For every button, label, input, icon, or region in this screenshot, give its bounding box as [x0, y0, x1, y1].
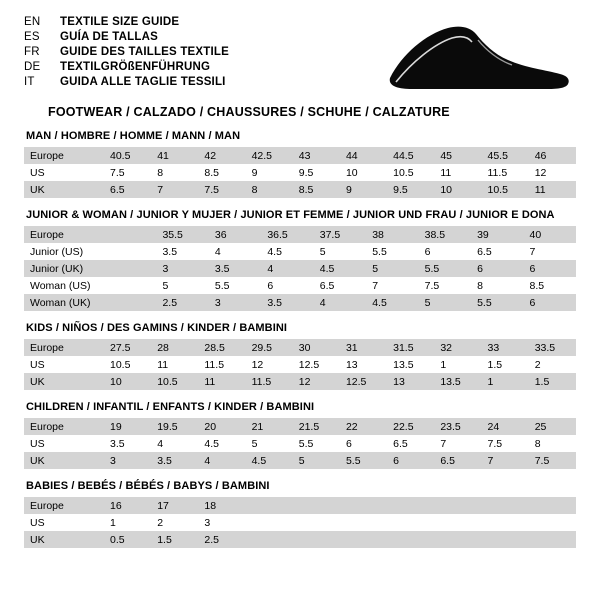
header: [0, 0, 600, 119]
size-block-title: MAN / HOMBRE / HOMME / MANN / MAN: [26, 130, 241, 142]
table-row: [24, 531, 576, 548]
size-cell: 1: [434, 356, 481, 373]
size-cell: 8: [246, 181, 293, 198]
size-cell: 2: [151, 514, 198, 531]
size-block-title: BABIES / BEBÉS / BÉBÉS / BABYS / BAMBINI: [26, 480, 270, 492]
size-cell: 1.5: [529, 373, 576, 390]
size-cell: 3.5: [156, 243, 208, 260]
size-cell: 7: [482, 452, 529, 469]
size-cell: 37.5: [314, 226, 366, 243]
size-block: [24, 390, 576, 469]
size-cell: 10: [434, 181, 481, 198]
row-label: Europe: [24, 226, 104, 243]
row-label: US: [24, 435, 104, 452]
size-cell: 44: [340, 147, 387, 164]
size-cell: 28.5: [198, 339, 245, 356]
size-cell: 44.5: [387, 147, 434, 164]
size-cell: 3: [156, 260, 208, 277]
size-cell: [104, 294, 156, 311]
size-cell: 3.5: [151, 452, 198, 469]
size-cell: 10: [340, 164, 387, 181]
table-row: [24, 260, 576, 277]
size-cell: [529, 497, 576, 514]
size-cell: 6: [524, 294, 577, 311]
size-cell: 2: [529, 356, 576, 373]
size-cell: 13.5: [434, 373, 481, 390]
size-cell: 11: [529, 181, 576, 198]
size-cell: 18: [198, 497, 245, 514]
size-cell: 3: [104, 452, 151, 469]
size-cell: 5: [156, 277, 208, 294]
language-row: [24, 74, 229, 89]
row-label: UK: [24, 531, 104, 548]
size-cell: 0.5: [104, 531, 151, 548]
language-code: IT: [24, 75, 35, 88]
size-cell: 4: [261, 260, 313, 277]
language-row: [24, 14, 229, 29]
size-cell: 42: [198, 147, 245, 164]
size-cell: 7.5: [419, 277, 471, 294]
size-cell: [246, 531, 293, 548]
size-cell: 9: [340, 181, 387, 198]
size-cell: [104, 226, 156, 243]
size-table: [24, 418, 576, 469]
size-cell: 3.5: [104, 435, 151, 452]
size-cell: 11: [198, 373, 245, 390]
size-cell: 6: [387, 452, 434, 469]
size-cell: 12: [293, 373, 340, 390]
size-cell: 13.5: [387, 356, 434, 373]
size-cell: 28: [151, 339, 198, 356]
language-title: GUIDE DES TAILLES TEXTILE: [60, 45, 229, 58]
size-cell: [434, 514, 481, 531]
size-block-title: JUNIOR & WOMAN / JUNIOR Y MUJER / JUNIOR ET FEMME / JUNIOR UND FRAU / JUNIOR E DONA: [26, 209, 555, 221]
table-row: [24, 373, 576, 390]
size-cell: 27.5: [104, 339, 151, 356]
language-code: ES: [24, 30, 40, 43]
row-label: UK: [24, 181, 104, 198]
row-label: Europe: [24, 339, 104, 356]
size-cell: 7: [434, 435, 481, 452]
size-cell: 45.5: [482, 147, 529, 164]
size-block: [24, 469, 576, 548]
size-cell: 39: [471, 226, 523, 243]
size-cell: 4: [198, 452, 245, 469]
size-cell: 45: [434, 147, 481, 164]
size-cell: 11: [434, 164, 481, 181]
size-cell: 10.5: [151, 373, 198, 390]
size-block: [24, 119, 576, 198]
size-cell: 4: [209, 243, 261, 260]
size-cell: 5.5: [419, 260, 471, 277]
language-row: [24, 44, 229, 59]
size-cell: 30: [293, 339, 340, 356]
size-cell: 42.5: [246, 147, 293, 164]
language-title: GUÍA DE TALLAS: [60, 30, 158, 43]
size-cell: [293, 514, 340, 531]
table-row: [24, 243, 576, 260]
size-cell: [104, 243, 156, 260]
size-cell: 20: [198, 418, 245, 435]
size-cell: 33.5: [529, 339, 576, 356]
table-row: [24, 356, 576, 373]
size-table: [24, 226, 576, 311]
category-title: FOOTWEAR / CALZADO / CHAUSSURES / SCHUHE / CALZATURE: [48, 105, 450, 119]
size-cell: [482, 531, 529, 548]
size-cell: 6.5: [471, 243, 523, 260]
size-cell: 29.5: [246, 339, 293, 356]
size-cell: 4: [151, 435, 198, 452]
size-cell: 22.5: [387, 418, 434, 435]
size-cell: 4.5: [198, 435, 245, 452]
size-cell: 8: [529, 435, 576, 452]
language-row: [24, 29, 229, 44]
row-label: Woman (US): [24, 277, 104, 294]
size-cell: 13: [387, 373, 434, 390]
table-row: [24, 277, 576, 294]
language-title-list: [24, 14, 229, 89]
size-cell: 6.5: [434, 452, 481, 469]
size-cell: 6: [419, 243, 471, 260]
size-cell: [246, 497, 293, 514]
row-label: Junior (US): [24, 243, 104, 260]
size-cell: 13: [340, 356, 387, 373]
size-cell: 36.5: [261, 226, 313, 243]
size-cell: 6: [471, 260, 523, 277]
size-cell: 38: [366, 226, 418, 243]
size-cell: 38.5: [419, 226, 471, 243]
size-cell: 7.5: [482, 435, 529, 452]
size-cell: 7: [524, 243, 577, 260]
language-code: FR: [24, 45, 40, 58]
size-cell: 8: [151, 164, 198, 181]
size-cell: [104, 260, 156, 277]
size-cell: 5.5: [366, 243, 418, 260]
size-cell: 23.5: [434, 418, 481, 435]
size-table: [24, 497, 576, 548]
row-label: UK: [24, 452, 104, 469]
size-tables-container: [0, 119, 600, 548]
size-cell: 10.5: [482, 181, 529, 198]
size-cell: 33: [482, 339, 529, 356]
size-cell: 16: [104, 497, 151, 514]
size-cell: 5.5: [293, 435, 340, 452]
size-cell: 4: [314, 294, 366, 311]
size-cell: 40.5: [104, 147, 151, 164]
size-cell: 41: [151, 147, 198, 164]
size-cell: 12.5: [293, 356, 340, 373]
table-row: [24, 497, 576, 514]
size-cell: 4.5: [366, 294, 418, 311]
size-cell: 1: [104, 514, 151, 531]
size-table: [24, 147, 576, 198]
size-cell: 12: [529, 164, 576, 181]
size-block: [24, 311, 576, 390]
size-block-title: CHILDREN / INFANTIL / ENFANTS / KINDER / BAMBINI: [26, 401, 315, 413]
size-cell: 5: [293, 452, 340, 469]
size-cell: 12.5: [340, 373, 387, 390]
size-cell: 10: [104, 373, 151, 390]
size-block: [24, 198, 576, 311]
table-row: [24, 339, 576, 356]
size-cell: 6: [524, 260, 577, 277]
size-cell: [340, 514, 387, 531]
row-label: Europe: [24, 418, 104, 435]
language-title: TEXTILGRÖßENFÜHRUNG: [60, 60, 211, 73]
size-cell: 21.5: [293, 418, 340, 435]
size-cell: 24: [482, 418, 529, 435]
size-cell: 1: [482, 373, 529, 390]
size-cell: 5.5: [340, 452, 387, 469]
row-label: US: [24, 514, 104, 531]
size-cell: [387, 514, 434, 531]
size-cell: 11: [151, 356, 198, 373]
table-row: [24, 435, 576, 452]
table-row: [24, 164, 576, 181]
size-cell: 11.5: [482, 164, 529, 181]
language-row: [24, 59, 229, 74]
size-cell: 5: [314, 243, 366, 260]
size-cell: 36: [209, 226, 261, 243]
size-cell: 25: [529, 418, 576, 435]
size-cell: [340, 531, 387, 548]
language-title: TEXTILE SIZE GUIDE: [60, 15, 180, 28]
size-cell: 5.5: [209, 277, 261, 294]
size-cell: 3: [198, 514, 245, 531]
size-cell: 17: [151, 497, 198, 514]
size-cell: 6.5: [314, 277, 366, 294]
size-cell: [387, 531, 434, 548]
size-cell: 3.5: [209, 260, 261, 277]
size-cell: 8.5: [198, 164, 245, 181]
size-cell: 2.5: [156, 294, 208, 311]
size-cell: [293, 531, 340, 548]
size-cell: 3: [209, 294, 261, 311]
row-label: Woman (UK): [24, 294, 104, 311]
dress-shoe-icon: [382, 18, 572, 98]
size-cell: 31: [340, 339, 387, 356]
size-cell: [434, 531, 481, 548]
language-code: EN: [24, 15, 41, 28]
row-label: US: [24, 356, 104, 373]
size-cell: 7.5: [198, 181, 245, 198]
size-cell: 5: [419, 294, 471, 311]
row-label: Europe: [24, 497, 104, 514]
size-cell: 6.5: [387, 435, 434, 452]
table-row: [24, 514, 576, 531]
size-cell: [529, 531, 576, 548]
size-cell: 6: [261, 277, 313, 294]
size-cell: 19: [104, 418, 151, 435]
size-cell: [434, 497, 481, 514]
size-cell: 7.5: [104, 164, 151, 181]
size-cell: [529, 514, 576, 531]
size-cell: 5: [366, 260, 418, 277]
size-cell: 22: [340, 418, 387, 435]
size-table: [24, 339, 576, 390]
table-row: [24, 226, 576, 243]
table-row: [24, 181, 576, 198]
size-cell: 11.5: [198, 356, 245, 373]
size-cell: 5: [246, 435, 293, 452]
row-label: Europe: [24, 147, 104, 164]
size-cell: 6: [340, 435, 387, 452]
size-cell: 5.5: [471, 294, 523, 311]
size-cell: 10.5: [104, 356, 151, 373]
size-cell: 7: [366, 277, 418, 294]
size-cell: 9: [246, 164, 293, 181]
row-label: US: [24, 164, 104, 181]
language-title: GUIDA ALLE TAGLIE TESSILI: [60, 75, 226, 88]
size-cell: 21: [246, 418, 293, 435]
row-label: UK: [24, 373, 104, 390]
size-cell: [482, 497, 529, 514]
size-cell: 9.5: [387, 181, 434, 198]
size-cell: 8: [471, 277, 523, 294]
size-cell: 40: [524, 226, 577, 243]
size-cell: 43: [293, 147, 340, 164]
size-cell: 7: [151, 181, 198, 198]
size-cell: 32: [434, 339, 481, 356]
size-block-title: KIDS / NIÑOS / DES GAMINS / KINDER / BAMBINI: [26, 322, 288, 334]
size-cell: [293, 497, 340, 514]
size-cell: 9.5: [293, 164, 340, 181]
size-cell: 6.5: [104, 181, 151, 198]
size-cell: 8.5: [293, 181, 340, 198]
size-cell: 1.5: [482, 356, 529, 373]
size-cell: 10.5: [387, 164, 434, 181]
size-cell: 8.5: [524, 277, 577, 294]
size-cell: 11.5: [246, 373, 293, 390]
size-cell: 19.5: [151, 418, 198, 435]
table-row: [24, 418, 576, 435]
size-cell: 46: [529, 147, 576, 164]
size-cell: 2.5: [198, 531, 245, 548]
table-row: [24, 294, 576, 311]
size-cell: [246, 514, 293, 531]
size-cell: 4.5: [246, 452, 293, 469]
size-cell: [482, 514, 529, 531]
size-cell: 3.5: [261, 294, 313, 311]
size-cell: [340, 497, 387, 514]
table-row: [24, 452, 576, 469]
size-cell: [387, 497, 434, 514]
size-cell: 4.5: [261, 243, 313, 260]
size-cell: 7.5: [529, 452, 576, 469]
table-row: [24, 147, 576, 164]
size-cell: 4.5: [314, 260, 366, 277]
size-cell: 1.5: [151, 531, 198, 548]
row-label: Junior (UK): [24, 260, 104, 277]
size-cell: 31.5: [387, 339, 434, 356]
size-cell: [104, 277, 156, 294]
size-cell: 35.5: [156, 226, 208, 243]
language-code: DE: [24, 60, 41, 73]
size-cell: 12: [246, 356, 293, 373]
